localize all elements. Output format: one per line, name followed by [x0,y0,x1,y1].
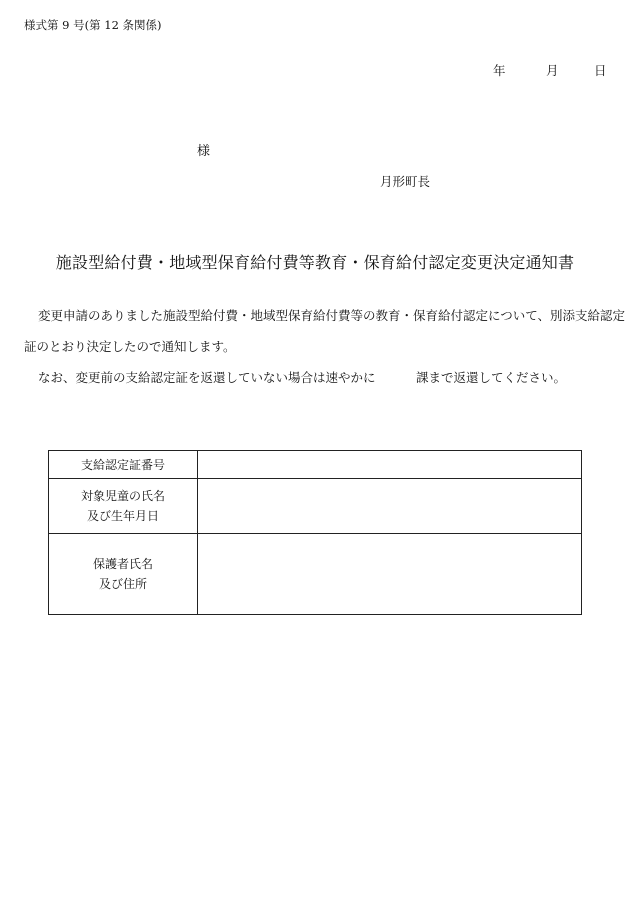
certificate-number-value [198,451,582,479]
recipient-suffix: 様 [197,144,211,159]
certification-info-table [48,450,582,615]
date-day-label: 日 [594,63,607,78]
issuer-name: 月形町長 [380,174,431,189]
paragraph-1-line-1: 変更申請のありました施設型給付費・地域型保育給付費等の教育・保育給付認定について、別添支給認定 [38,308,626,323]
date-year-label: 年 [493,63,506,78]
guardian-name-address-label [49,534,198,615]
document-title: 施設型給付費・地域型保育給付費等教育・保育給付認定変更決定通知書 [55,253,575,272]
paragraph-1-line-2: 証のとおり決定したので通知します。 [24,339,236,354]
label-line: 及び住所 [98,577,147,591]
table-row [49,534,582,615]
form-number: 様式第 9 号(第 12 条関係) [24,18,162,32]
certificate-number-label [49,451,198,479]
guardian-name-address-value [198,534,582,615]
label-line: 対象児童の氏名 [80,489,165,503]
label-line: 支給認定証番号 [80,457,165,472]
table-row [49,479,582,534]
label-line: 保護者氏名 [92,557,153,571]
paragraph-2-part-2: 課まで返還してください。 [416,370,567,385]
child-name-birthdate-label [49,479,198,534]
child-name-birthdate-value [198,479,582,534]
paragraph-2-part-1: なお、変更前の支給認定証を返還していない場合は速やかに [38,370,376,385]
date-month-label: 月 [546,63,559,78]
table-row [49,451,582,479]
label-line: 及び生年月日 [86,509,159,523]
